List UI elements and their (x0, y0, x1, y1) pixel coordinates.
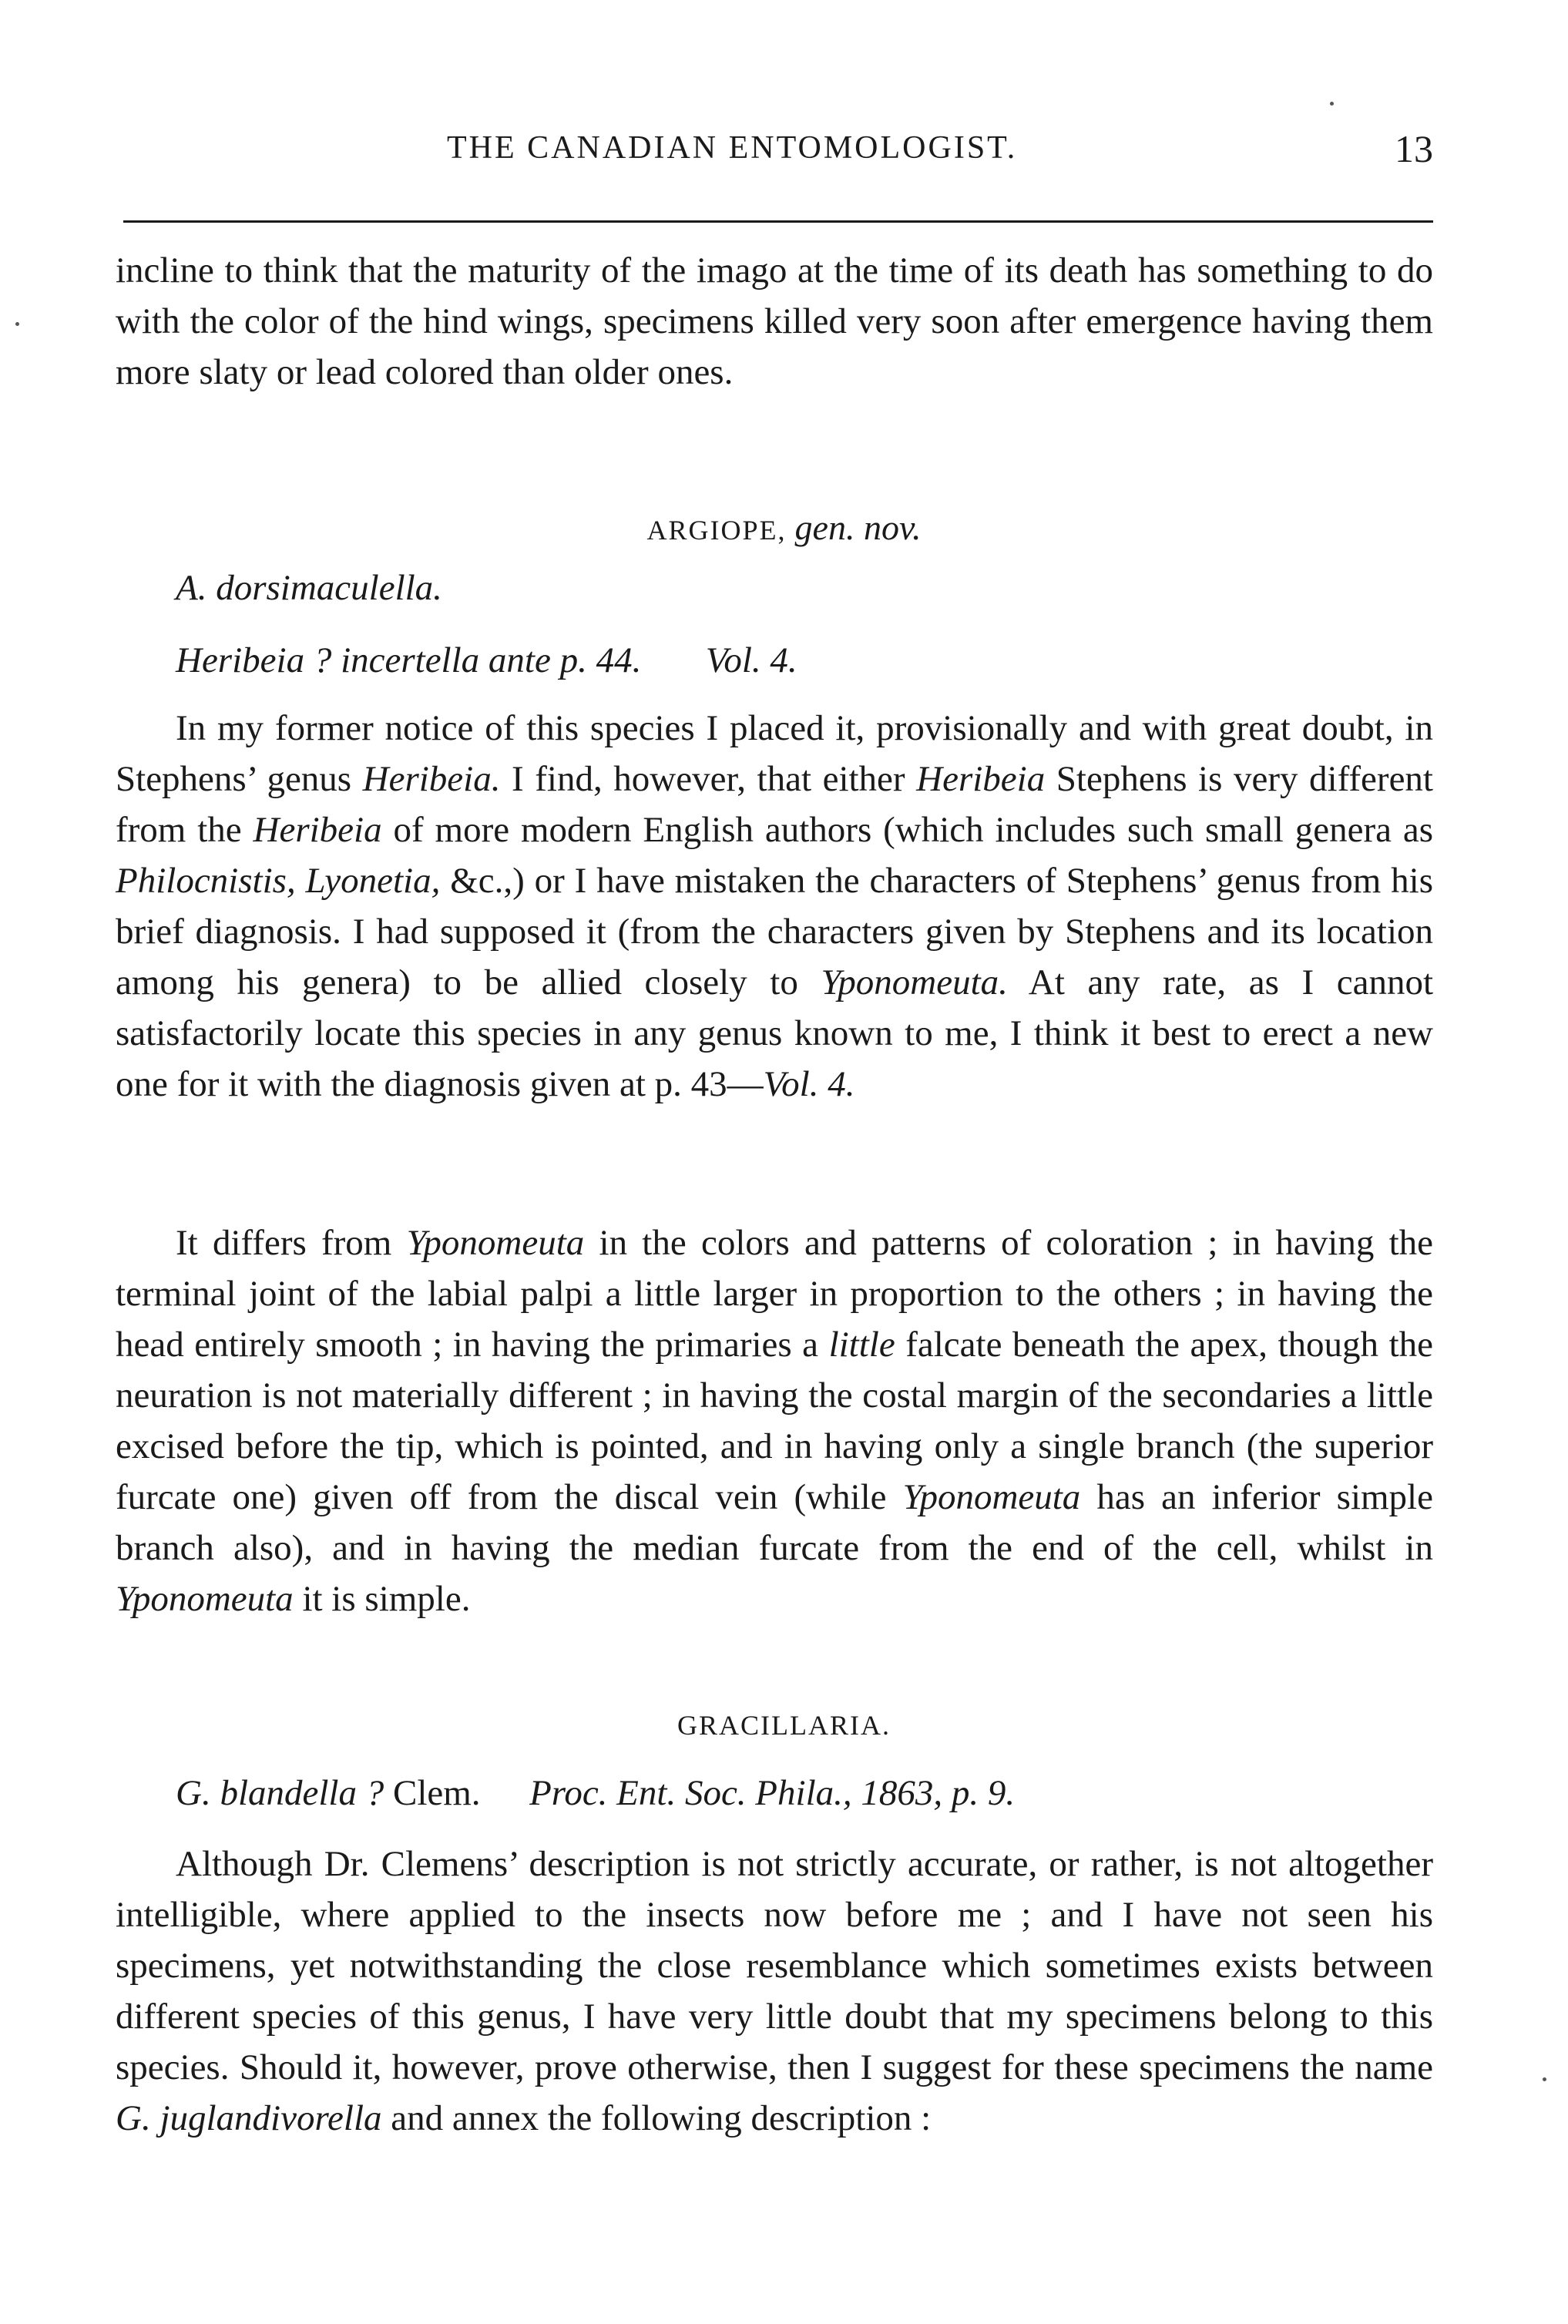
italic-genus: Yponomeuta (902, 1477, 1081, 1517)
text-run: Stephens is very different from the (116, 759, 1433, 850)
text-run: I find, however, that either (500, 759, 917, 799)
italic-genus: Yponomeuta (116, 1579, 294, 1619)
scan-speck (15, 322, 19, 326)
text-run: has an inferior simple branch also), and in having the median furcate from the end of the cell, whilst in (116, 1477, 1433, 1568)
synonym-line (176, 640, 797, 681)
text-run: At any rate, as I cannot satisfactorily locate this species in any genus known to me, I think it best to erect a new one for it with the diagnosis given at p. 43— (116, 962, 1434, 1104)
paragraph-continuation: incline to think that the maturity of the imago at the time of its death has something to do with the color of the hind wings, specimens killed very soon after emergence having them more slaty or lead colored than older ones. (116, 250, 1433, 392)
species-heading-blandella (176, 1772, 1015, 1814)
genus-heading-gracillaria: GRACILLARIA. (677, 1710, 891, 1741)
species-reference: Proc. Ent. Soc. Phila., 1863, p. 9. (529, 1773, 1016, 1813)
text-run: of more modern English authors (which includes such small genera as (381, 810, 1433, 850)
italic-genus: Heribeia (916, 759, 1046, 799)
text-run: it is simple. (293, 1579, 471, 1619)
italic-word: little (828, 1325, 895, 1365)
italic-genus: Yponomeuta. (821, 962, 1008, 1002)
header-rule (123, 220, 1433, 223)
text-run: in the colors and patterns of coloration ; in having the terminal joint of the labial palpi a little larger in proportion to the others ; in having the head entirely smooth ; in having the primaries a (116, 1223, 1433, 1365)
text-run: &c.,) or I have mistaken the characters of Stephens’ genus from his brief diagnosis. I had supposed it (from the characters given by Stephens and its location among his genera) to be allied closely to (116, 861, 1433, 1002)
italic-genus: Heribeia. (362, 759, 501, 799)
page-header (123, 129, 1433, 176)
italic-genera: Philocnistis, Lyonetia, (116, 861, 441, 901)
scan-speck (1543, 2077, 1546, 2081)
italic-volume: Vol. 4. (763, 1064, 855, 1104)
text-run: falcate beneath the apex, though the neuration is not materially different ; in having the costal margin of the secondaries a little excised before the tip, which is pointed, and in having only a single branch (the superior furcate one) given off from the discal vein (while (116, 1325, 1433, 1517)
scan-speck (1330, 102, 1334, 106)
genus-heading-argiope (0, 507, 1568, 548)
text-run: Although Dr. Clemens’ description is not strictly accurate, or rather, is not altogether intelligible, where applied to the insects now before me ; and I have not seen his specimens, yet notwithstanding the close resemblance which sometimes exists between different species of this genus, I have very little doubt that my specimens belong to this species. Should it, however, prove otherwise, then I suggest for these specimens the name (116, 1844, 1433, 2087)
text-run: and annex the following description : (381, 2098, 932, 2138)
italic-genus: Yponomeuta (406, 1223, 585, 1263)
species-author: Clem. (392, 1773, 481, 1813)
text-run: In my former notice of this species I placed it, provisionally and with great doubt, in Stephens’ genus (116, 708, 1433, 799)
species-name: G. blandella ? (176, 1773, 384, 1813)
page-number: 13 (1395, 127, 1433, 170)
genus-note: gen. nov. (794, 508, 922, 547)
synonym-volume: Vol. 4. (705, 640, 797, 680)
genus-name: ARGIOPE, (646, 515, 787, 546)
running-head: THE CANADIAN ENTOMOLOGIST. (447, 130, 1018, 166)
italic-species: G. juglandivorella (116, 2098, 382, 2138)
paragraph-differences (116, 1217, 1433, 1624)
paragraph-former-notice (116, 703, 1433, 1110)
species-heading: A. dorsimaculella. (176, 568, 442, 608)
text-run: It differs from (176, 1223, 407, 1263)
italic-genus: Heribeia (253, 810, 382, 850)
synonym-reference: Heribeia ? incertella ante p. 44. (176, 640, 642, 680)
paragraph-clemens (116, 1839, 1433, 2144)
